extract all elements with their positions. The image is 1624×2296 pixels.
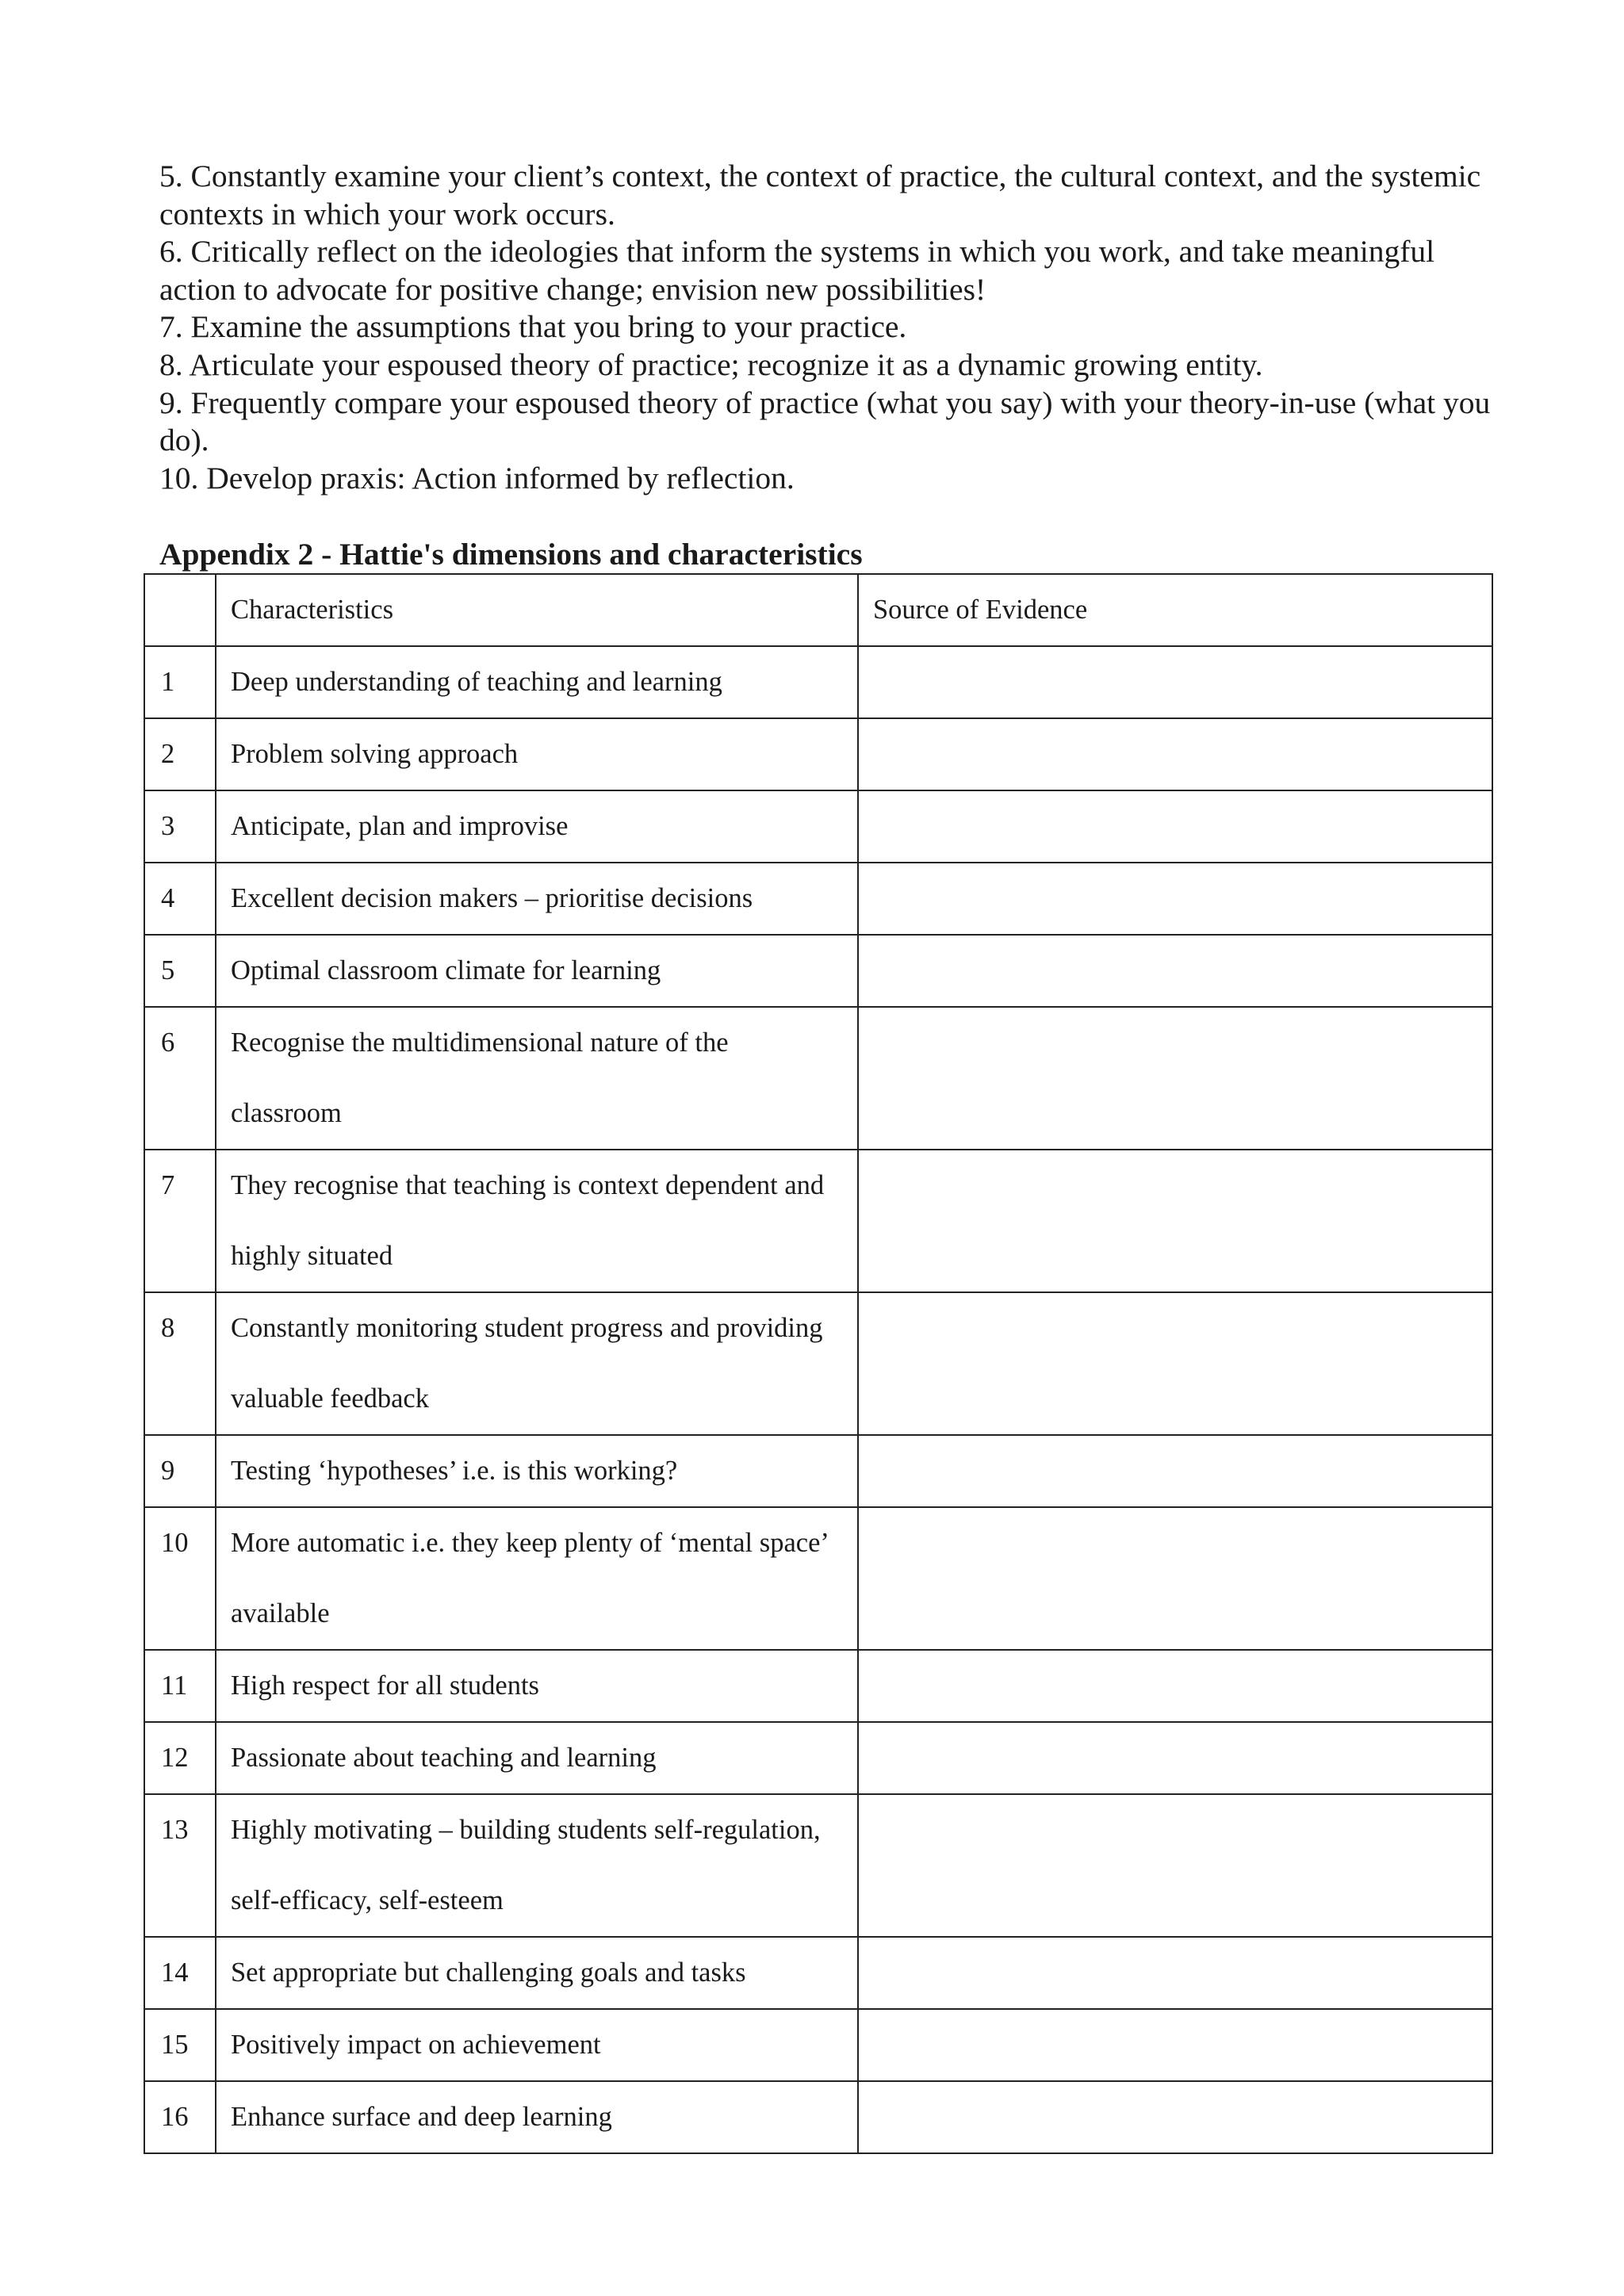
row-characteristic: Passionate about teaching and learning xyxy=(216,1722,858,1794)
table-header-row xyxy=(144,574,1492,646)
row-number: 10 xyxy=(144,1507,216,1650)
row-evidence xyxy=(858,863,1492,935)
row-evidence xyxy=(858,1435,1492,1507)
table-row xyxy=(144,1507,1492,1650)
header-number-cell xyxy=(144,574,216,646)
table-row xyxy=(144,863,1492,935)
row-characteristic: Testing ‘hypotheses’ i.e. is this working? xyxy=(216,1435,858,1507)
list-item: 8. Articulate your espoused theory of practice; recognize it as a dynamic growing entity. xyxy=(159,346,1263,382)
row-evidence xyxy=(858,1292,1492,1435)
table-row xyxy=(144,1650,1492,1722)
characteristics-table xyxy=(144,573,1493,2154)
row-evidence xyxy=(858,1937,1492,2009)
row-number: 5 xyxy=(144,935,216,1007)
table-row xyxy=(144,646,1492,718)
row-characteristic: High respect for all students xyxy=(216,1650,858,1722)
row-characteristic: Highly motivating – building students self-regulation, self-efficacy, self-esteem xyxy=(216,1794,858,1937)
row-number: 16 xyxy=(144,2081,216,2153)
row-characteristic: Constantly monitoring student progress and providing valuable feedback xyxy=(216,1292,858,1435)
row-evidence xyxy=(858,1722,1492,1794)
row-evidence xyxy=(858,1794,1492,1937)
list-item: 6. Critically reflect on the ideologies that inform the systems in which you work, and take meaningful action to advocate for positive change; envision new possibilities! xyxy=(159,234,1435,307)
table-row xyxy=(144,1794,1492,1937)
row-number: 3 xyxy=(144,790,216,863)
list-item: 7. Examine the assumptions that you bring to your practice. xyxy=(159,309,907,345)
table-row xyxy=(144,1007,1492,1150)
reflective-practice-list xyxy=(159,158,1492,497)
row-characteristic: Enhance surface and deep learning xyxy=(216,2081,858,2153)
row-characteristic: Excellent decision makers – prioritise decisions xyxy=(216,863,858,935)
row-number: 12 xyxy=(144,1722,216,1794)
row-number: 13 xyxy=(144,1794,216,1937)
row-evidence xyxy=(858,2081,1492,2153)
row-characteristic: Problem solving approach xyxy=(216,718,858,790)
list-item: 5. Constantly examine your client’s context, the context of practice, the cultural context, and the systemic contexts in which your work occurs. xyxy=(159,159,1481,232)
table-row xyxy=(144,1435,1492,1507)
row-characteristic: Set appropriate but challenging goals and tasks xyxy=(216,1937,858,2009)
header-source-of-evidence: Source of Evidence xyxy=(858,574,1492,646)
row-evidence xyxy=(858,2009,1492,2081)
row-evidence xyxy=(858,718,1492,790)
appendix-heading: Appendix 2 - Hattie's dimensions and characteristics xyxy=(159,537,863,572)
row-number: 15 xyxy=(144,2009,216,2081)
row-characteristic: Anticipate, plan and improvise xyxy=(216,790,858,863)
table-row xyxy=(144,1722,1492,1794)
list-item: 9. Frequently compare your espoused theory of practice (what you say) with your theory-in-use (what you do). xyxy=(159,385,1491,458)
row-evidence xyxy=(858,935,1492,1007)
row-characteristic: Recognise the multidimensional nature of the classroom xyxy=(216,1007,858,1150)
row-number: 6 xyxy=(144,1007,216,1150)
row-characteristic: Optimal classroom climate for learning xyxy=(216,935,858,1007)
row-evidence xyxy=(858,790,1492,863)
header-characteristics: Characteristics xyxy=(216,574,858,646)
row-evidence xyxy=(858,646,1492,718)
row-characteristic: Positively impact on achievement xyxy=(216,2009,858,2081)
table-row xyxy=(144,718,1492,790)
row-characteristic: They recognise that teaching is context dependent and highly situated xyxy=(216,1150,858,1292)
table-row xyxy=(144,1937,1492,2009)
table-row xyxy=(144,2081,1492,2153)
table-row xyxy=(144,1150,1492,1292)
row-characteristic: More automatic i.e. they keep plenty of ‘mental space’ available xyxy=(216,1507,858,1650)
list-item: 10. Develop praxis: Action informed by reflection. xyxy=(159,460,795,496)
row-number: 8 xyxy=(144,1292,216,1435)
row-characteristic: Deep understanding of teaching and learning xyxy=(216,646,858,718)
table-row xyxy=(144,790,1492,863)
row-number: 4 xyxy=(144,863,216,935)
row-evidence xyxy=(858,1650,1492,1722)
row-number: 9 xyxy=(144,1435,216,1507)
row-number: 14 xyxy=(144,1937,216,2009)
table-row xyxy=(144,935,1492,1007)
table-row xyxy=(144,1292,1492,1435)
row-number: 2 xyxy=(144,718,216,790)
row-number: 1 xyxy=(144,646,216,718)
row-number: 7 xyxy=(144,1150,216,1292)
table-row xyxy=(144,2009,1492,2081)
row-evidence xyxy=(858,1007,1492,1150)
row-evidence xyxy=(858,1507,1492,1650)
row-number: 11 xyxy=(144,1650,216,1722)
row-evidence xyxy=(858,1150,1492,1292)
